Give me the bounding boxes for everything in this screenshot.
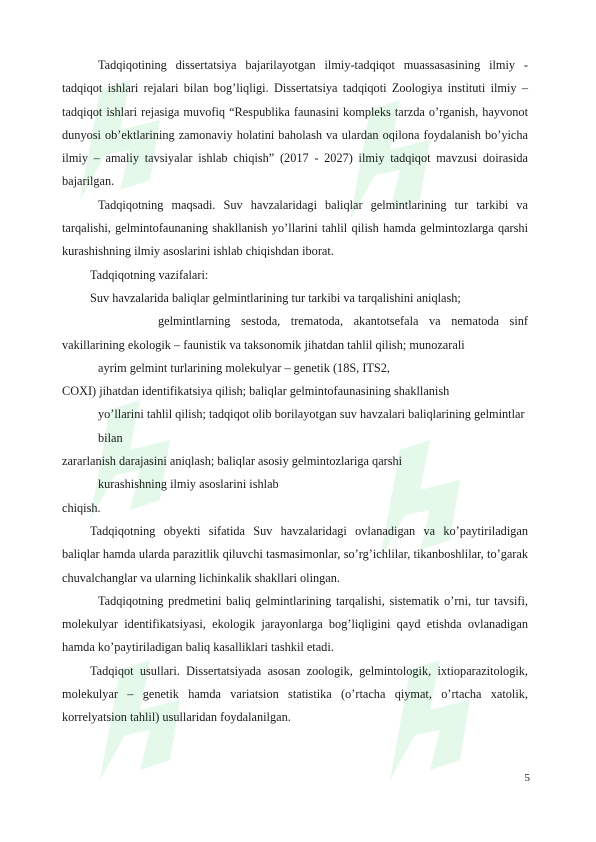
paragraph-task-1: Suv havzalarida baliqlar gelmintlarining tur tarkibi va tarqalishini aniqlash; xyxy=(90,290,461,305)
paragraph-task-5-end: chiqish. xyxy=(62,500,101,515)
paragraph-object: Tadqiqotning obyekti sifatida Suv havzalaridagi ovlanadigan va ko’paytiriladigan baliqlar hamda ularda parazitlik qiluvchi tasmasimonlar, so’rg’ichlilar, tikanboshlilar, to’garak chuvalchanglar va ularning lichinkalik shakllari olingan. xyxy=(62,523,528,585)
paragraph-methods: Tadqiqot usullari. Dissertatsiyada asosan zoologik, gelmintologik, ixtioparazitologik, molekulyar – genetik hamda variatsion statistika (o’rtacha qiymat, o’rtacha xatolik, korrelyatsion tahlil) usullaridan foydalanilgan. xyxy=(62,663,528,725)
document-body xyxy=(62,54,528,730)
paragraph-task-4-end: zararlanish darajasini aniqlash; baliqlar asosiy gelmintozlariga qarshi xyxy=(62,454,403,469)
paragraph-task-2: gelmintlarning sestoda, trematoda, akantotsefala va nematoda sinf vakillarining ekologik – faunistik va taksonomik jihatdan tahlil qilish; munozarali xyxy=(62,314,528,352)
paragraph-subject: Tadqiqotning predmetini baliq gelmintlarining tarqalishi, sistematik o’rni, tur tavsifi, molekulyar identifikatsiyasi, ekologik jarayonlarga bog’liqligini qayd etishda ovlanadigan hamda ko’paytiriladigan baliq kasalliklari tashkil etadi. xyxy=(62,593,528,655)
paragraph-task-3-start: ayrim gelmint turlarining molekulyar – genetik (18S, ITS2, xyxy=(98,360,390,375)
paragraph-task-5-start: kurashishning ilmiy asoslarini ishlab xyxy=(98,477,279,492)
paragraph-task-3-end: COXI) jihatdan identifikatsiya qilish; baliqlar gelmintofaunasining shakllanish xyxy=(62,384,450,399)
paragraph-relevance: Tadqiqotining dissertatsiya bajarilayotgan ilmiy-tadqiqot muassasasining ilmiy - tadqiqot ishlari rejalari bilan bog’liqligi. Dissertatsiya tadqiqoti Zoologiya instituti ilmiy – tadqiqot ishlari rejasiga muvofiq “Respublika faunasini kompleks tarzda o’rganish, hayvonot dunyosi ob’ektlarining zamonaviy holatini baholash va ulardan oqilona foydalanish bo’yicha ilmiy – amaliy tavsiyalar ishlab chiqish” (2017 - 2027) ilmiy tadqiqot mavzusi doirasida bajarilgan. xyxy=(62,58,528,189)
page-number: 5 xyxy=(524,772,530,784)
paragraph-aim: Tadqiqotning maqsadi. Suv havzalaridagi baliqlar gelmintlarining tur tarkibi va tarqalishi, gelmintofaunaning shakllanish yo’llarini tahlil qilish hamda gelmintozlarga qarshi kurashishning ilmiy asoslarini ishlab chiqishdan iborat. xyxy=(62,197,528,259)
paragraph-tasks-heading: Tadqiqotning vazifalari: xyxy=(90,267,209,282)
paragraph-task-4-start: yo’llarini tahlil qilish; tadqiqot olib borilayotgan suv havzalari baliqlarining gelmintlar bilan xyxy=(98,407,525,445)
